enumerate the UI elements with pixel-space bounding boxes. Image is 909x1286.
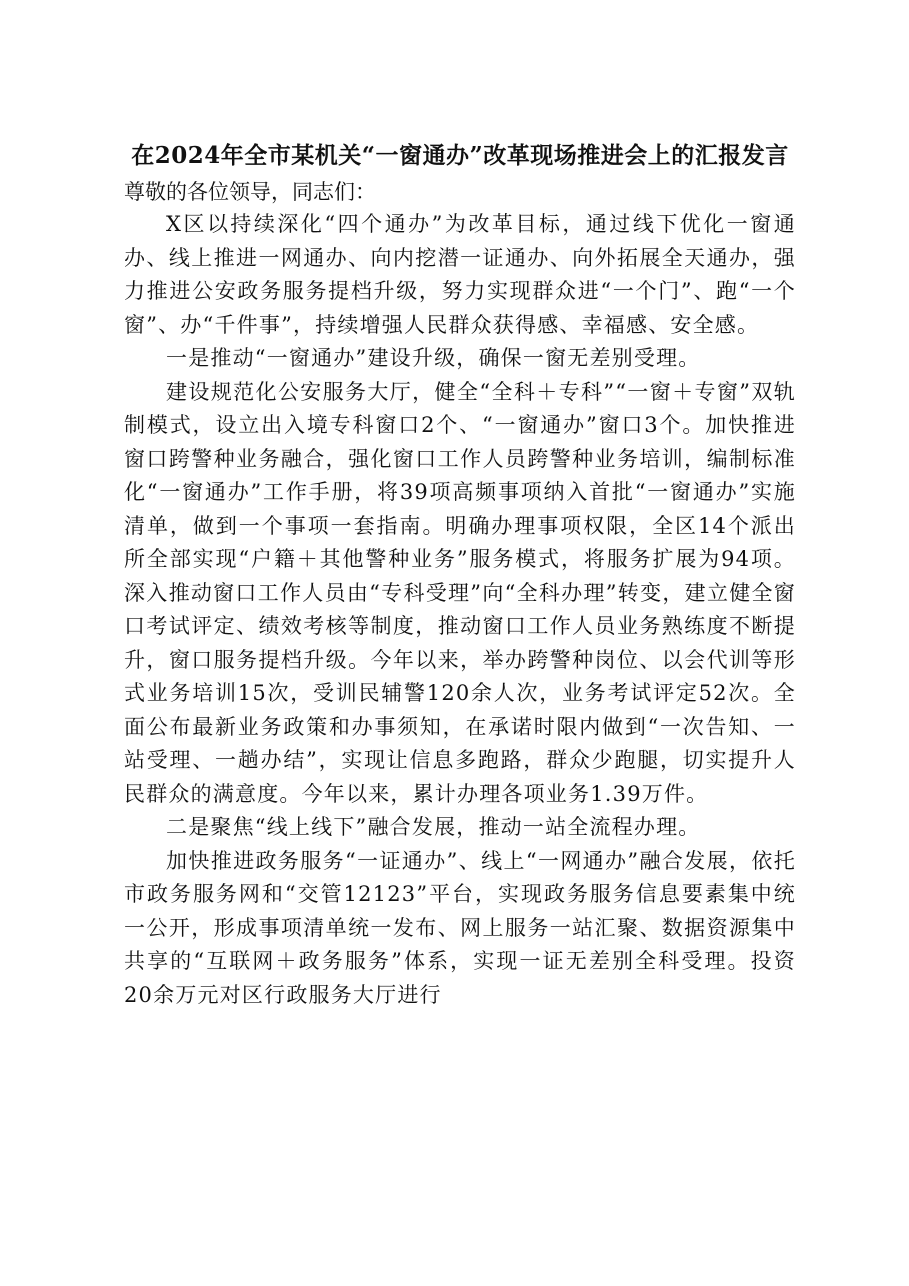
- section-2-paragraph: 加快推进政务服务“一证通办”、线上“一网通办”融合发展，依托市政务服务网和“交管12123”平台，实现政务服务信息要素集中统一公开，形成事项清单统一发布、网上服务一站汇聚、数据资源集中共享的“互联网＋政务服务”体系，实现一证无差别全科受理。投资20余万元对区行政服务大厅进行: [124, 848, 796, 1007]
- document-page: [124, 140, 796, 1012]
- salutation: 尊敬的各位领导，同志们：: [124, 180, 376, 204]
- section-1-paragraph: 建设规范化公安服务大厅，健全“全科＋专科”“一窗＋专窗”双轨制模式，设立出入境专科窗口2个、“一窗通办”窗口3个。加快推进窗口跨警种业务融合，强化窗口工作人员跨警种业务培训，编制标准化“一窗通办”工作手册，将39项高频事项纳入首批“一窗通办”实施清单，做到一个事项一套指南。明确办理事项权限，全区14个派出所全部实现“户籍＋其他警种业务”服务模式，将服务扩展为94项。深入推动窗口工作人员由“专科受理”向“全科办理”转变，建立健全窗口考试评定、绩效考核等制度，推动窗口工作人员业务熟练度不断提升，窗口服务提档升级。今年以来，举办跨警种岗位、以会代训等形式业务培训15次，受训民辅警120余人次，业务考试评定52次。全面公布最新业务政策和办事须知，在承诺时限内做到“一次告知、一站受理、一趟办结”，实现让信息多跑路，群众少跑腿，切实提升人民群众的满意度。今年以来，累计办理各项业务1.39万件。: [124, 379, 796, 806]
- section-heading-2: 二是聚焦“线上线下”融合发展，推动一站全流程办理。: [166, 815, 701, 839]
- intro-paragraph: X区以持续深化“四个通办”为改革目标，通过线下优化一窗通办、线上推进一网通办、向内挖潜一证通办、向外拓展全天通办，强力推进公安政务服务提档升级，努力实现群众进“一个门”、跑“一个窗”、办“千件事”，持续增强人民群众获得感、幸福感、安全感。: [124, 212, 796, 337]
- section-heading-1: 一是推动“一窗通办”建设升级，确保一窗无差别受理。: [166, 346, 701, 370]
- document-title: 在2024年全市某机关“一窗通办”改革现场推进会上的汇报发言: [131, 142, 789, 169]
